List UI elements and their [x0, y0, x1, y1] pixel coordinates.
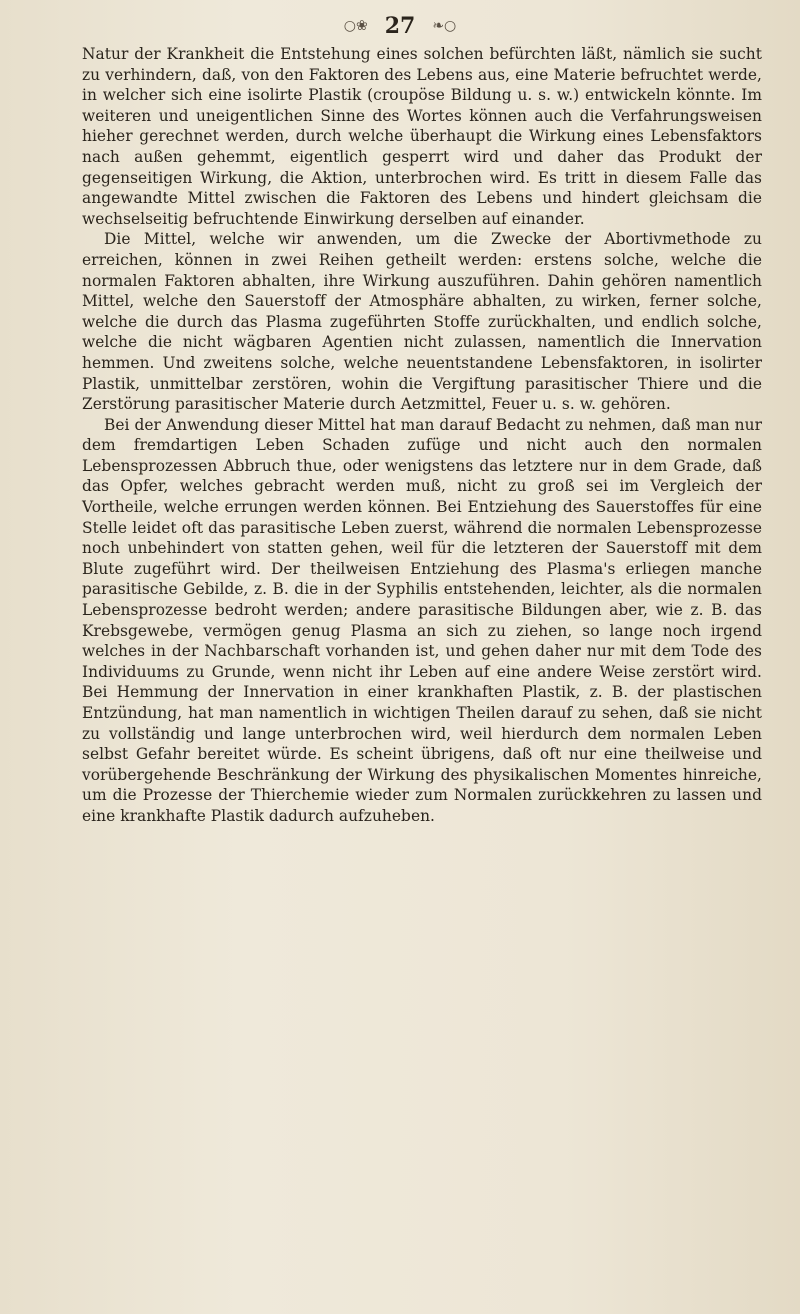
paragraph-continuation: Natur der Krankheit die Entstehung eines solchen befürchten läßt, nämlich sie sucht zu verhindern, daß, von den Faktoren des Lebens aus, eine Materie befruchtet werde, in welcher sich eine isolirte Plastik (croupöse Bildung u. s. w.) entwickeln könnte. Im weiteren und uneigentlichen Sinne des Wortes können auch die Verfahrungsweisen hieher gerechnet werden, durch welche überhaupt die Wirkung eines Lebensfaktors nach außen gehemmt, eigentlich gesperrt wird und daher das Produkt der gegenseitigen Wirkung, die Aktion, unterbrochen wird. Es tritt in diesem Falle das angewandte Mittel zwischen die Faktoren des Lebens und hindert gleichsam die wechselseitig befruchtende Einwirkung derselben auf einander.: [82, 45, 762, 228]
paragraph-means: Die Mittel, welche wir anwenden, um die Zwecke der Abortivmethode zu erreichen, können in zwei Reihen getheilt werden: erstens solche, welche die normalen Faktoren abhalten, ihre Wirkung auszuführen. Dahin gehören namentlich Mittel, welche den Sauerstoff der Atmosphäre abhalten, zu wirken, ferner solche, welche die durch das Plasma zugeführten Stoffe zurückhalten, und endlich solche, welche die nicht wägbaren Agentien nicht zulassen, namentlich die Innervation hemmen. Und zweitens solche, welche neuentstandene Lebensfaktoren, in isolirter Plastik, unmittelbar zerstören, wohin die Vergiftung parasitischer Thiere und die Zerstörung parasitischer Materie durch Aetzmittel, Feuer u. s. w. gehören.: [82, 230, 762, 414]
paragraph-application: Bei der Anwendung dieser Mittel hat man darauf Bedacht zu nehmen, daß man nur dem fremdartigen Leben Schaden zufüge und nicht auch den normalen Lebensprozessen Abbruch thue, oder wenigstens das letztere nur in dem Grade, daß das Opfer, welches gebracht werden muß, nicht zu groß sei im Vergleich der Vortheile, welche errungen werden können. Bei Entziehung des Sauerstoffes für eine Stelle leidet oft das parasitische Leben zuerst, während die normalen Lebensprozesse noch unbehindert von statten gehen, weil für die letzteren der Sauerstoff mit dem Blute zugeführt wird. Der theilweisen Entziehung des Plasma's erliegen manche parasitische Gebilde, z. B. die in der Syphilis entstehenden, leichter, als die normalen Lebensprozesse bedroht werden; andere parasitische Bildungen aber, wie z. B. das Krebsgewebe, vermögen genug Plasma an sich zu ziehen, so lange noch irgend welches in der Nachbarschaft vorhanden ist, und gehen daher nur mit dem Tode des Individuums zu Grunde, wenn nicht ihr Leben auf eine andere Weise zerstört wird. Bei Hemmung der Innervation in einer krankhaften Plastik, z. B. der plastischen Entzündung, hat man namentlich in wichtigen Theilen darauf zu sehen, daß sie nicht zu vollständig und lange unterbrochen wird, weil hierdurch dem normalen Leben selbst Gefahr bereitet würde. Es scheint übrigens, daß oft nur eine theilweise und vorübergehende Beschränkung der Wirkung des physikalischen Momentes hinreiche, um die Prozesse der Thierchemie wieder zum Normalen zurückkehren zu lassen und eine krankhafte Plastik dadurch aufzuheben.: [82, 415, 762, 825]
ornament-right-icon: ❧○: [432, 18, 457, 34]
page-header: [0, 12, 800, 42]
body-text: [82, 44, 762, 827]
page-number: 27: [384, 13, 416, 39]
ornament-left-icon: ○❀: [343, 18, 368, 34]
